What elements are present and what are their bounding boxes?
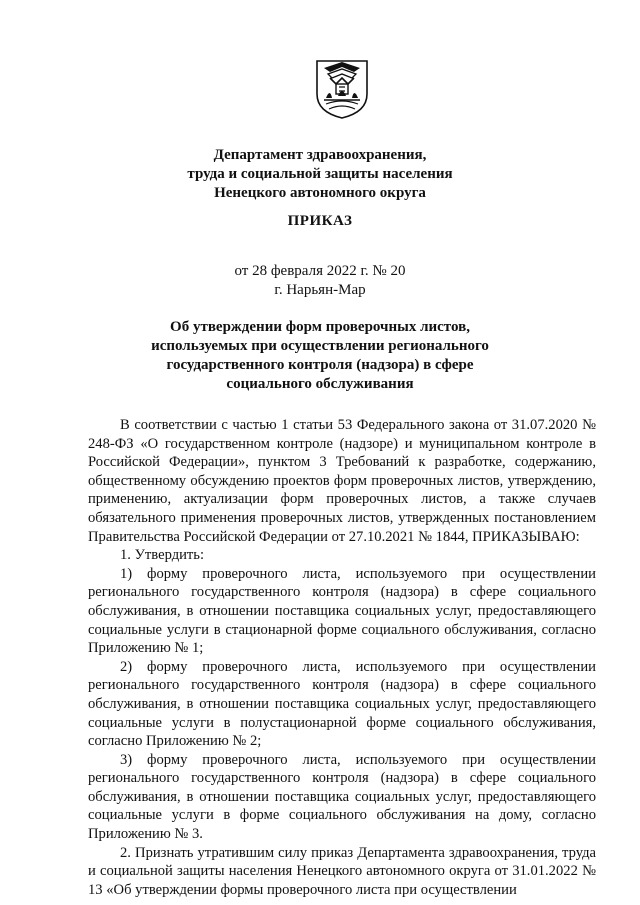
department-header xyxy=(60,146,580,203)
item-1-3-paragraph: 3) форму проверочного листа, используемого при осуществлении регионального государственного контроля (надзора) в сфере социального обслуживания, в отношении поставщика социальных услуг, предоставляющего социальные услуги в форме социального обслуживания на дому, согласно Приложению № 3. xyxy=(88,751,596,843)
department-line: Ненецкого автономного округа xyxy=(214,185,426,201)
order-date-block xyxy=(60,262,580,300)
coat-of-arms-emblem xyxy=(314,58,370,120)
department-line: труда и социальной защиты населения xyxy=(187,166,453,182)
item-1-1-paragraph: 1) форму проверочного листа, используемого при осуществлении регионального государственного контроля (надзора) в сфере социального обслуживания, в отношении поставщика социальных услуг, предоставляющего социальные услуги в стационарной форме социального обслуживания, согласно Приложению № 1; xyxy=(88,565,596,657)
subject-line: государственного контроля (надзора) в сфере xyxy=(166,357,474,373)
item-2-paragraph: 2. Признать утратившим силу приказ Департамента здравоохранения, труда и социальной защиты населения Ненецкого автономного округа от 31.01.2022 № 13 «Об утверждении формы проверочного листа при осуществлении xyxy=(88,844,596,898)
order-city: г. Нарьян-Мар xyxy=(274,282,366,298)
order-date-number: от 28 февраля 2022 г. № 20 xyxy=(234,263,406,279)
item-1-2-paragraph: 2) форму проверочного листа, используемого при осуществлении регионального государственного контроля (надзора) в сфере социального обслуживания, в отношении поставщика социальных услуг, предоставляющего социальные услуги в полустационарной форме социального обслуживания, согласно Приложению № 2; xyxy=(88,658,596,750)
preamble-paragraph: В соответствии с частью 1 статьи 53 Федерального закона от 31.07.2020 № 248-ФЗ «О государственном контроле (надзоре) и муниципальном контроле в Российской Федерации», пунктом 3 Требований к разработке, содержанию, общественному обсуждению проектов форм проверочных листов, утверждению, применению, актуализации форм проверочных листов, а также случаев обязательного применения проверочных листов, утвержденных постановлением Правительства Российской Федерации от 27.10.2021 № 1844, ПРИКАЗЫВАЮ: xyxy=(88,417,596,545)
subject-line: Об утверждении форм проверочных листов, xyxy=(170,319,470,335)
item-1-paragraph: 1. Утвердить: xyxy=(120,547,205,564)
order-body xyxy=(88,416,596,899)
order-title: ПРИКАЗ xyxy=(287,213,353,229)
order-subject xyxy=(60,318,580,394)
coat-of-arms-icon xyxy=(314,58,370,120)
subject-line: используемых при осуществлении регионального xyxy=(151,338,489,354)
department-line: Департамент здравоохранения, xyxy=(213,147,427,163)
subject-line: социального обслуживания xyxy=(226,376,414,392)
